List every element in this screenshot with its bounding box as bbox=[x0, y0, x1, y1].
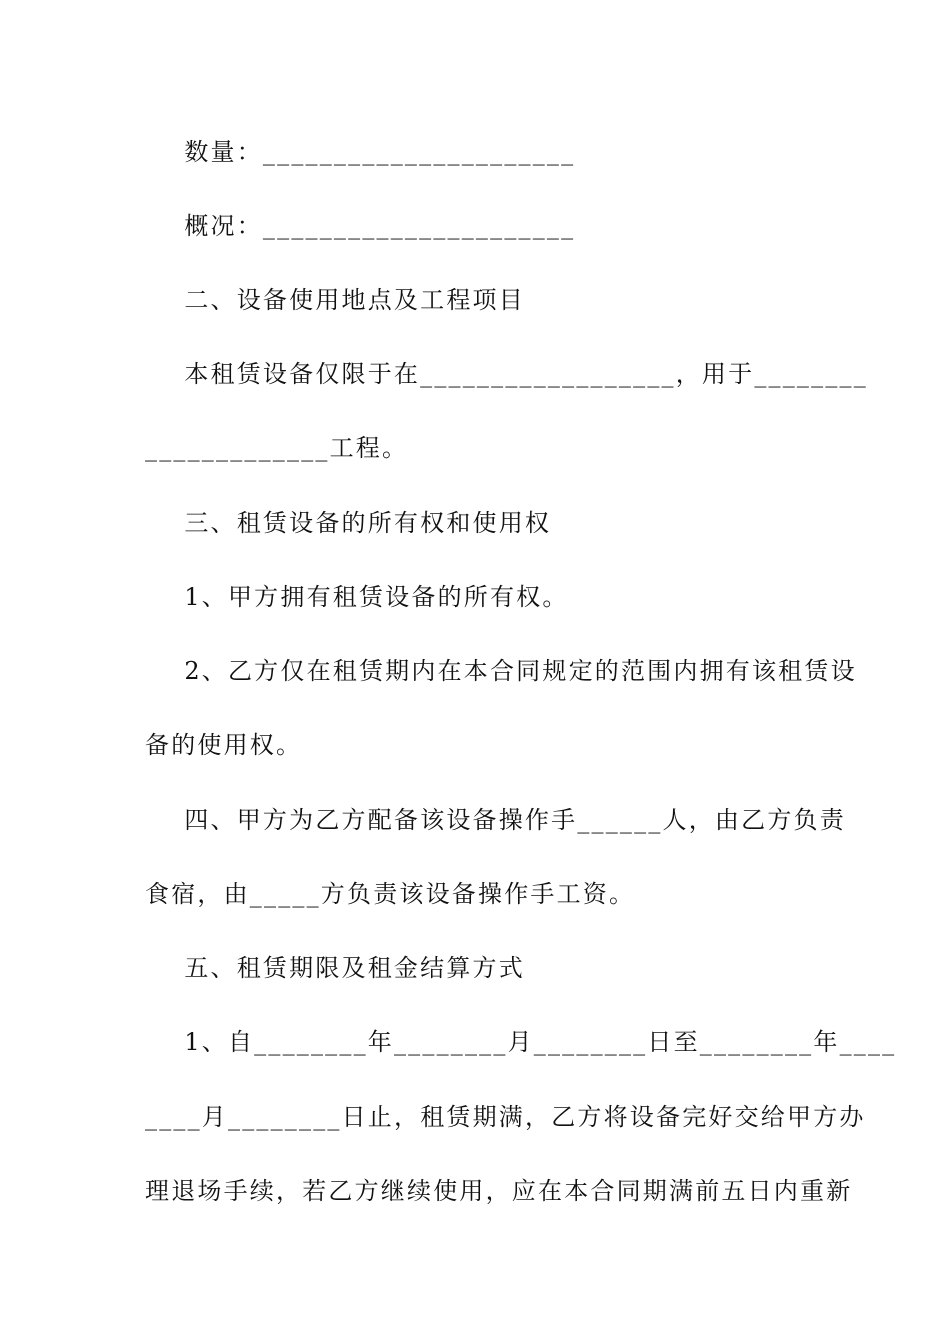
paragraph-line: 2、乙方仅在租赁期内在本合同规定的范围内拥有该租赁设 bbox=[145, 657, 857, 685]
paragraph-line: 本租赁设备仅限于在__________________，用于________ bbox=[145, 360, 868, 388]
quantity-line: 数量：______________________ bbox=[145, 138, 576, 166]
paragraph-line: 理退场手续，若乙方继续使用，应在本合同期满前五日内重新 bbox=[145, 1177, 853, 1205]
paragraph-line: 1、自________年________月________日至________年____ bbox=[145, 1028, 897, 1056]
section-heading-2: 二、设备使用地点及工程项目 bbox=[145, 286, 525, 314]
paragraph-line: ____月________日止，租赁期满，乙方将设备完好交给甲方办 bbox=[145, 1103, 866, 1131]
paragraph-line: _____________工程。 bbox=[145, 434, 409, 462]
paragraph-line: 1、甲方拥有租赁设备的所有权。 bbox=[145, 583, 569, 611]
paragraph-line: 食宿，由_____方负责该设备操作手工资。 bbox=[145, 880, 636, 908]
section-heading-4: 四、甲方为乙方配备该设备操作手______人，由乙方负责 bbox=[145, 806, 846, 834]
section-heading-3: 三、租赁设备的所有权和使用权 bbox=[145, 509, 552, 537]
paragraph-line: 备的使用权。 bbox=[145, 731, 303, 759]
overview-line: 概况：______________________ bbox=[145, 212, 576, 240]
section-heading-5: 五、租赁期限及租金结算方式 bbox=[145, 954, 525, 982]
